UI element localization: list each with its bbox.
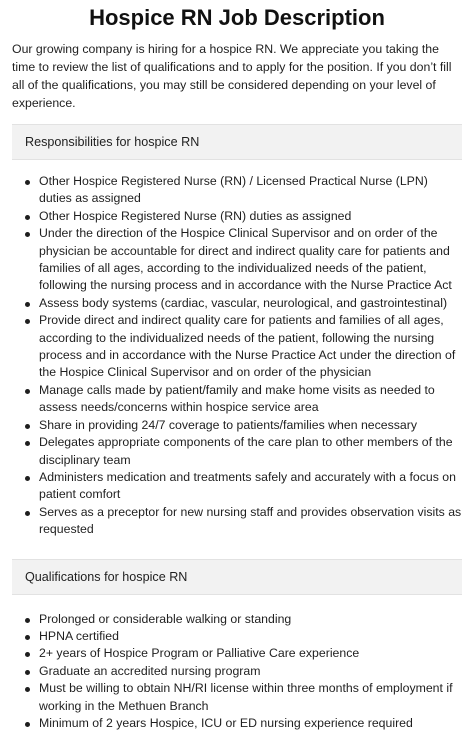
bullet-icon bbox=[25, 635, 30, 640]
responsibilities-header bbox=[12, 124, 462, 160]
responsibilities-heading: Responsibilities for hospice RN bbox=[25, 135, 200, 149]
bullet-icon bbox=[25, 652, 30, 657]
list-item: Prolonged or considerable walking or standing bbox=[38, 611, 462, 628]
list-item: Share in providing 24/7 coverage to patients/families when necessary bbox=[38, 417, 462, 434]
list-item: HPNA certified bbox=[38, 628, 462, 645]
responsibilities-list bbox=[12, 173, 462, 539]
bullet-icon bbox=[25, 476, 30, 481]
list-item: Administers medication and treatments safely and accurately with a focus on patient comfort bbox=[38, 469, 462, 504]
bullet-icon bbox=[25, 722, 30, 727]
bullet-icon bbox=[25, 232, 30, 237]
list-item: Provide direct and indirect quality care for patients and families of all ages, according to the individualized needs of the patient, following the nursing process and in accordance with the Nurse Practice Act under the direction of the Hospice Clinical Supervisor and on order of the physician bbox=[38, 312, 462, 382]
list-item: Manage calls made by patient/family and make home visits as needed to assess needs/concerns within hospice service area bbox=[38, 382, 462, 417]
bullet-icon bbox=[25, 319, 30, 324]
bullet-icon bbox=[25, 424, 30, 429]
list-item: Minimum of 2 years Hospice, ICU or ED nursing experience required bbox=[38, 715, 462, 731]
list-item: Graduate an accredited nursing program bbox=[38, 663, 462, 680]
bullet-icon bbox=[25, 670, 30, 675]
list-item: 2+ years of Hospice Program or Palliative Care experience bbox=[38, 645, 462, 662]
list-item: Delegates appropriate components of the care plan to other members of the disciplinary team bbox=[38, 434, 462, 469]
qualifications-heading: Qualifications for hospice RN bbox=[25, 569, 188, 584]
intro-paragraph: Our growing company is hiring for a hospice RN. We appreciate you taking the time to review the list of qualifications and to apply for the position. If you don’t fill all of the qualifications, you may still be considered depending on your level of experience. bbox=[12, 42, 452, 110]
qualifications-list bbox=[12, 611, 462, 731]
qualifications-header bbox=[12, 559, 462, 595]
bullet-icon bbox=[25, 618, 30, 623]
bullet-icon bbox=[25, 687, 30, 692]
list-item: Under the direction of the Hospice Clinical Supervisor and on order of the physician be accountable for direct and indirect quality care for patients and families of all ages, according to the individualized needs of the patient, following the nursing process and in accordance with the Nurse Practice Act bbox=[38, 225, 462, 295]
list-item: Other Hospice Registered Nurse (RN) / Licensed Practical Nurse (LPN) duties as assigned bbox=[38, 173, 462, 208]
bullet-icon bbox=[25, 302, 30, 307]
list-item: Other Hospice Registered Nurse (RN) duties as assigned bbox=[38, 208, 462, 225]
bullet-icon bbox=[25, 389, 30, 394]
bullet-icon bbox=[25, 441, 30, 446]
bullet-icon bbox=[25, 180, 30, 185]
bullet-icon bbox=[25, 511, 30, 516]
bullet-icon bbox=[25, 215, 30, 220]
list-item: Serves as a preceptor for new nursing staff and provides observation visits as requested bbox=[38, 504, 462, 539]
list-item: Assess body systems (cardiac, vascular, neurological, and gastrointestinal) bbox=[38, 295, 462, 312]
list-item: Must be willing to obtain NH/RI license within three months of employment if working in the Methuen Branch bbox=[38, 680, 462, 715]
page-title: Hospice RN Job Description bbox=[89, 5, 385, 30]
